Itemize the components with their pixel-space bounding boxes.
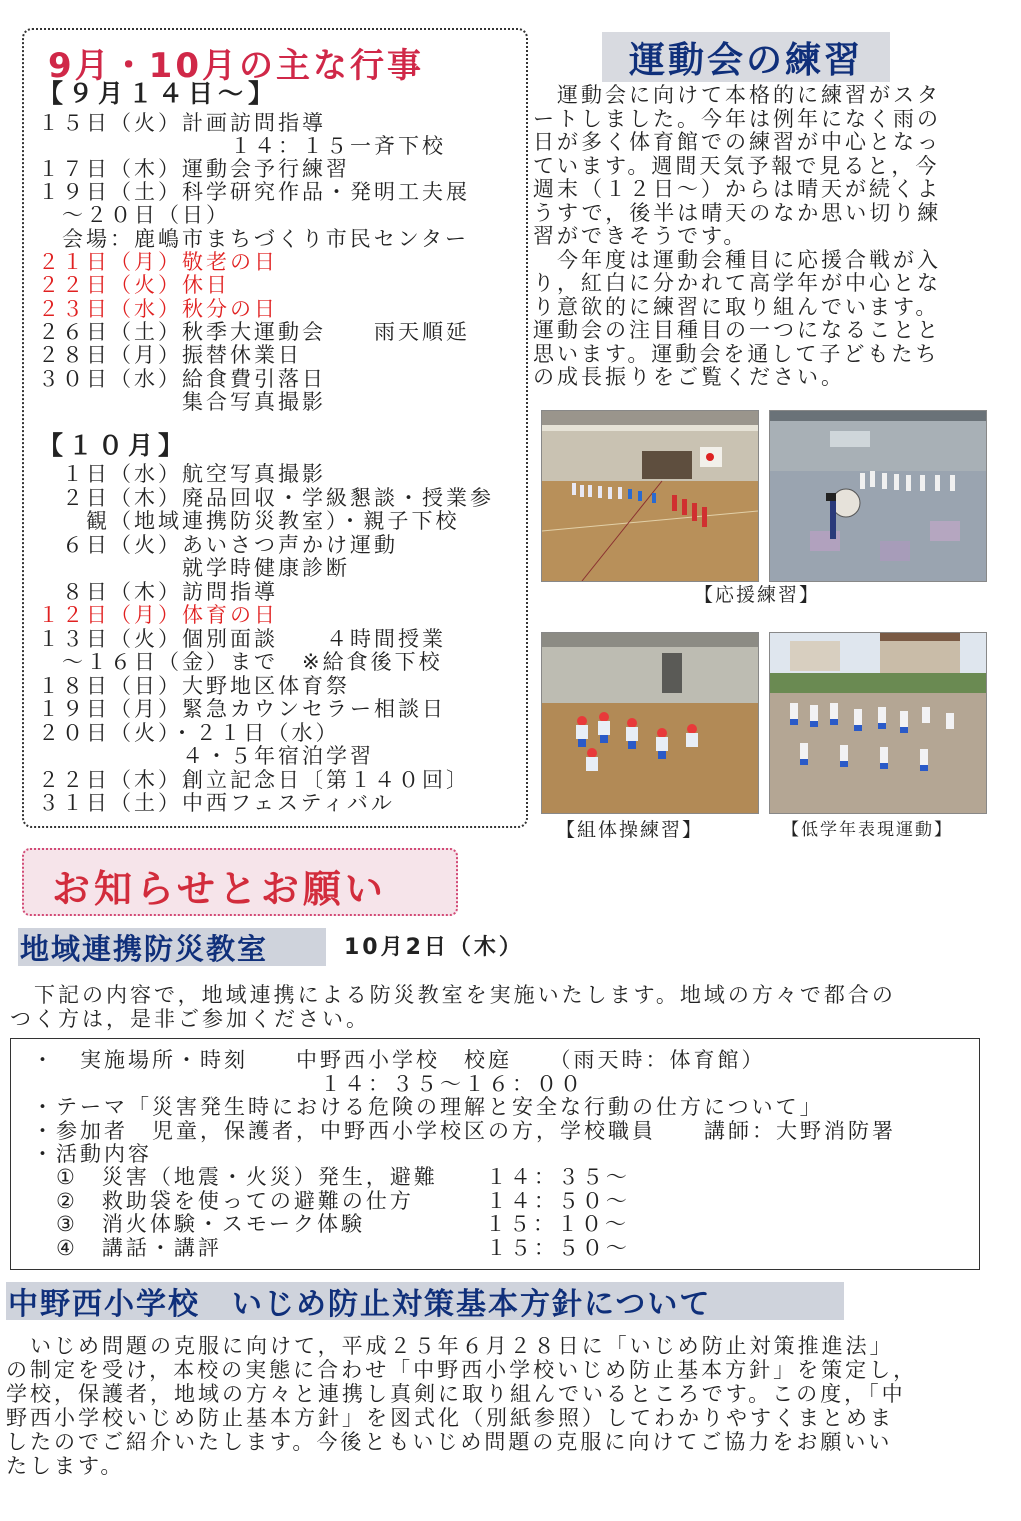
- event-line-holiday: ２１日（月）敬老の日: [38, 250, 278, 274]
- sports-text-line: 運動会に向けて本格的に練習がスタ: [533, 83, 941, 107]
- detail-line: ・活動内容: [32, 1142, 152, 1166]
- event-line: １９日（土）科学研究作品・発明工夫展: [38, 180, 470, 204]
- sports-text-line: 日が多く体育館での練習が中心となっ: [533, 130, 941, 154]
- event-line: ３１日（土）中西フェスティバル: [38, 791, 395, 815]
- detail-line: ・ 実施場所・時刻 中野西小学校 校庭 （雨天時：体育館）: [32, 1048, 766, 1072]
- anti-bullying-line: の制定を受け，本校の実態に合わせ「中野西小学校いじめ防止基本方針」を策定し，: [6, 1358, 918, 1382]
- event-line: ３０日（水）給食費引落日: [38, 367, 326, 391]
- event-line: 集合写真撮影: [38, 390, 326, 414]
- disaster-class-title: 地域連携防災教室: [18, 928, 326, 966]
- event-line: 就学時健康診断: [38, 556, 350, 580]
- caption-cheer-practice: 【応援練習】: [694, 584, 821, 606]
- detail-line: ① 災害（地震・火災）発生，避難 １４：３５～: [32, 1165, 630, 1189]
- detail-line: ・テーマ「災害発生時における危険の理解と安全な行動の仕方について」: [32, 1095, 824, 1119]
- event-line: １８日（日）大野地区体育祭: [38, 674, 350, 698]
- sports-text-line: り意欲的に練習に取り組んでいます。: [533, 295, 940, 319]
- sports-text-line: 思います。運動会を通して子どもたち: [533, 342, 940, 366]
- event-line-holiday: ２２日（火）休日: [38, 273, 230, 297]
- event-line: ４・５年宿泊学習: [38, 744, 374, 768]
- photo-group-gymnastics: [541, 632, 759, 814]
- sports-text-line: ートしました。今年は例年になく雨の: [533, 107, 941, 131]
- event-line: ６日（火）あいさつ声かけ運動: [38, 533, 398, 557]
- october-heading: 【１０月】: [38, 431, 189, 460]
- event-line: ２２日（木）創立記念日〔第１４０回〕: [38, 768, 470, 792]
- detail-line: ④ 講話・講評 １５：５０～: [32, 1236, 630, 1260]
- sports-text-line: ています。週間天気予報で見ると，今: [533, 154, 940, 178]
- event-line: ２０日（火）・２１日（水）: [38, 721, 340, 745]
- photo-lower-grade-dance: [769, 632, 987, 814]
- anti-bullying-line: たします。: [6, 1454, 125, 1478]
- detail-line: １４：３５～１６：００: [32, 1072, 584, 1096]
- event-line: ２８日（月）振替休業日: [38, 343, 302, 367]
- sports-text-line: 週末（１２日～）からは晴天が続くよ: [533, 177, 941, 201]
- sports-text-line: 運動会の注目種目の一つになることと: [533, 318, 941, 342]
- sports-text-line: うすで，後半は晴天のなか思い切り練: [533, 201, 942, 225]
- event-line-holiday: １２日（月）体育の日: [38, 603, 278, 627]
- event-line: １９日（月）緊急カウンセラー相談日: [38, 697, 446, 721]
- sports-text-line: り，紅白に分かれて高学年が中心とな: [533, 271, 941, 295]
- detail-line: ② 救助袋を使っての避難の仕方 １４：５０～: [32, 1189, 630, 1213]
- caption-lower-grade-dance: 【低学年表現運動】: [782, 820, 953, 840]
- disaster-intro-line: つく方は，是非ご参加ください。: [10, 1007, 370, 1031]
- photo-cheer-practice-gym: [541, 410, 759, 582]
- anti-bullying-line: いじめ問題の克服に向けて，平成２５年６月２８日に「いじめ防止対策推進法」: [6, 1334, 894, 1358]
- anti-bullying-line: したのでご紹介いたします。今後ともいじめ問題の克服に向けてご協力をお願いい: [6, 1430, 893, 1454]
- disaster-intro-line: 下記の内容で，地域連携による防災教室を実施いたします。地域の方々で都合の: [10, 983, 896, 1007]
- event-line: 観（地域連携防災教室）・親子下校: [38, 509, 460, 533]
- disaster-class-date: 10月2日（木）: [344, 935, 524, 960]
- event-line: ～１６日（金）まで ※給食後下校: [38, 650, 443, 674]
- sports-text-line: の成長振りをご覧ください。: [533, 365, 845, 389]
- event-line: 会場：鹿嶋市まちづくり市民センター: [38, 227, 469, 251]
- anti-bullying-line: 野西小学校いじめ防止基本方針」を図式化（別紙参照）してわかりやすくまとめま: [6, 1406, 894, 1430]
- sports-text-line: 今年度は運動会種目に応援合戦が入: [533, 248, 941, 272]
- notice-title: お知らせとお願い: [52, 867, 387, 911]
- detail-line: ・参加者 児童，保護者，中野西小学校区の方，学校職員 講師：大野消防署: [32, 1119, 896, 1143]
- events-title: 9月・10月の主な行事: [48, 46, 424, 86]
- sports-text-line: 習ができそうです。: [533, 224, 748, 248]
- event-line: ～２０日（日）: [38, 203, 230, 227]
- event-line: １７日（木）運動会予行練習: [38, 157, 350, 181]
- caption-group-gymnastics: 【組体操練習】: [556, 819, 704, 841]
- photo-cheer-practice-drum: [769, 410, 987, 582]
- sports-practice-title: 運動会の練習: [602, 32, 890, 82]
- event-line: ８日（木）訪問指導: [38, 580, 278, 604]
- event-line: ２日（木）廃品回収・学級懇談・授業参: [38, 486, 494, 510]
- detail-line: ③ 消火体験・スモーク体験 １５：１０～: [32, 1212, 629, 1236]
- event-line-holiday: ２３日（水）秋分の日: [38, 297, 278, 321]
- event-line: １４：１５一斉下校: [38, 134, 446, 158]
- event-line: ２６日（土）秋季大運動会 雨天順延: [38, 320, 470, 344]
- anti-bullying-line: 学校，保護者，地域の方々と連携し真剣に取り組んでいるところです。この度，「中: [6, 1382, 906, 1406]
- september-heading: 【９月１４日～】: [38, 79, 279, 108]
- event-line: １日（水）航空写真撮影: [38, 462, 326, 486]
- event-line: １３日（火）個別面談 ４時間授業: [38, 627, 446, 651]
- event-line: １５日（火）計画訪問指導: [38, 111, 326, 135]
- anti-bullying-title: 中野西小学校 いじめ防止対策基本方針について: [6, 1282, 844, 1320]
